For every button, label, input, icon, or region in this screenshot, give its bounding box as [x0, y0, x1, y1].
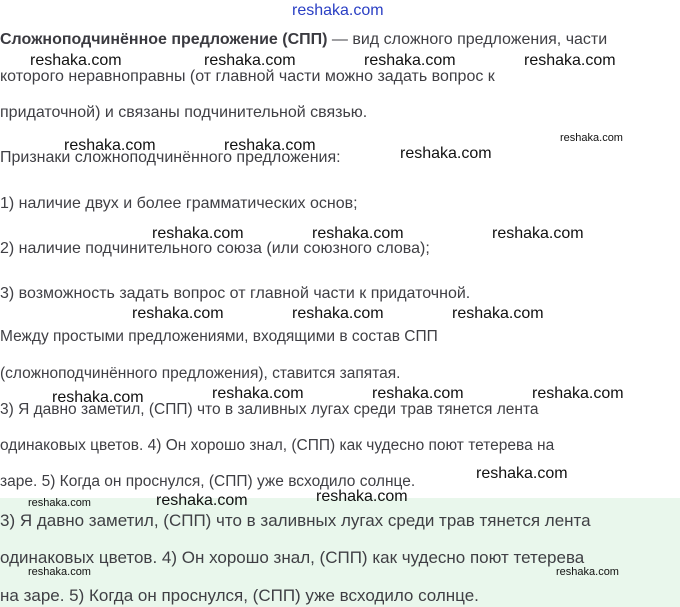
- feature-item: 1) наличие двух и более грамматических основ;: [0, 195, 358, 212]
- watermark: reshaka.com: [452, 305, 544, 322]
- watermark: reshaka.com: [204, 52, 296, 69]
- watermark: reshaka.com: [292, 2, 384, 19]
- features-heading: Признаки сложноподчинённого предложения:: [0, 149, 341, 166]
- watermark: reshaka.com: [292, 305, 384, 322]
- watermark: reshaka.com: [28, 497, 91, 509]
- watermark: reshaka.com: [560, 132, 623, 144]
- feature-item: 3) возможность задать вопрос от главной части к придаточной.: [0, 285, 471, 302]
- watermark: reshaka.com: [364, 52, 456, 69]
- watermark: reshaka.com: [316, 488, 408, 505]
- answer-line: на заре. 5) Когда он проснулся, (СПП) уже всходило солнце.: [0, 586, 479, 605]
- watermark: reshaka.com: [476, 465, 568, 482]
- watermark: reshaka.com: [312, 225, 404, 242]
- watermark: reshaka.com: [212, 385, 304, 402]
- example-line: 3) Я давно заметил, (СПП) что в заливных лугах среди трав тянется лента: [0, 401, 539, 418]
- answer-line: одинаковых цветов. 4) Он хорошо знал, (СПП) как чудесно поют тетерева: [0, 548, 585, 567]
- watermark: reshaka.com: [400, 145, 492, 162]
- rule-line: (сложноподчинённого предложения), ставится запятая.: [0, 365, 401, 382]
- watermark: reshaka.com: [556, 566, 619, 578]
- example-line: заре. 5) Когда он проснулся, (СПП) уже всходило солнце.: [0, 473, 416, 490]
- watermark: reshaka.com: [132, 305, 224, 322]
- watermark: reshaka.com: [524, 52, 616, 69]
- text-line: которого неравноправны (от главной части можно задать вопрос к: [0, 68, 495, 85]
- watermark: reshaka.com: [492, 225, 584, 242]
- definition-term: Сложноподчинённое предложение (СПП): [0, 31, 328, 48]
- rule-line: Между простыми предложениями, входящими в состав СПП: [0, 328, 438, 345]
- definition-line: [0, 30, 607, 50]
- text-line: придаточной) и связаны подчинительной связью.: [0, 104, 368, 121]
- watermark: reshaka.com: [532, 385, 624, 402]
- watermark: reshaka.com: [152, 225, 244, 242]
- watermark: reshaka.com: [30, 52, 122, 69]
- watermark: reshaka.com: [224, 137, 316, 154]
- definition-rest: — вид сложного предложения, части: [327, 31, 608, 48]
- answer-line: 3) Я давно заметил, (СПП) что в заливных лугах среди трав тянется лента: [0, 511, 591, 530]
- watermark: reshaka.com: [28, 566, 91, 578]
- feature-item: 2) наличие подчинительного союза (или союзного слова);: [0, 240, 430, 257]
- watermark: reshaka.com: [52, 389, 144, 406]
- example-line: одинаковых цветов. 4) Он хорошо знал, (СПП) как чудесно поют тетерева на: [0, 437, 555, 454]
- watermark: reshaka.com: [156, 492, 248, 509]
- watermark: reshaka.com: [372, 385, 464, 402]
- watermark: reshaka.com: [64, 137, 156, 154]
